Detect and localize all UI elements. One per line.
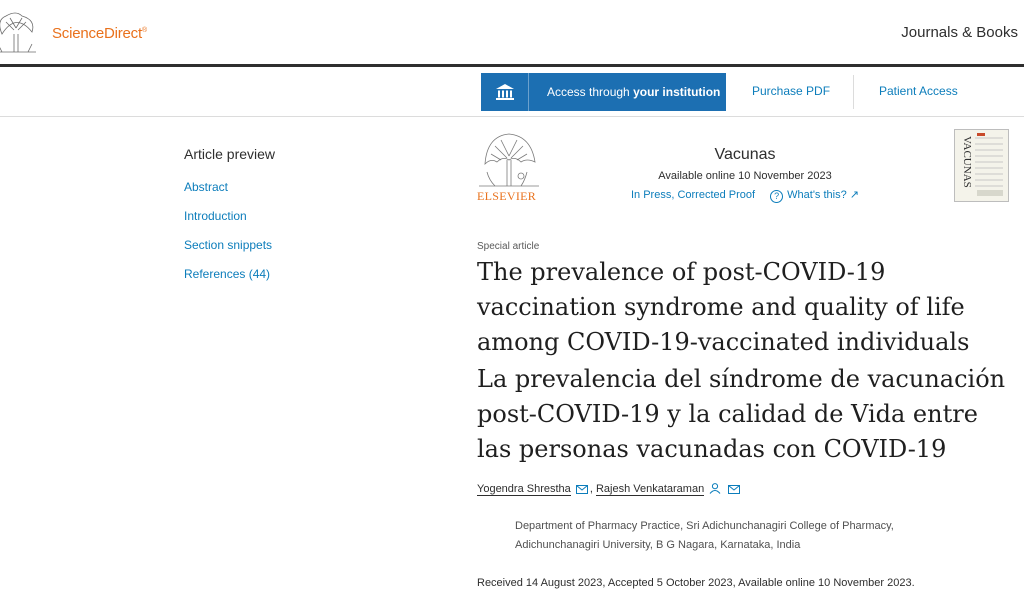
in-press-link[interactable]: In Press, Corrected Proof <box>630 189 756 201</box>
elsevier-wordmark: ELSEVIER <box>477 189 537 203</box>
article-title-spanish: La prevalencia del síndrome de vacunación post-COVID-19 y la calidad de Vida entre las personas vacunadas con COVID-19 <box>477 365 1006 463</box>
journal-available-date: Available online 10 November 2023 <box>658 170 832 182</box>
help-question-icon: ? <box>770 190 783 203</box>
institution-icon <box>481 73 529 111</box>
sciencedirect-wordmark[interactable]: ScienceDirect® <box>52 25 147 42</box>
affiliation-line: Adichunchanagiri University, B G Nagara, Karnataka, India <box>515 539 801 551</box>
access-institution-button[interactable] <box>481 73 726 111</box>
person-icon[interactable] <box>709 483 721 494</box>
elsevier-publisher-logo-icon[interactable] <box>477 128 541 188</box>
author-affiliation <box>515 517 985 555</box>
affiliation-line: Department of Pharmacy Practice, Sri Adichunchanagiri College of Pharmacy, <box>515 520 894 532</box>
journal-cover-thumbnail[interactable] <box>954 129 1009 202</box>
article-type-label: Special article <box>477 241 540 252</box>
article-preview-sidebar <box>184 146 404 296</box>
sidebar-item-introduction[interactable]: Introduction <box>184 209 247 223</box>
access-bar-separator <box>853 75 854 109</box>
whats-this-link[interactable]: What's this? ↗ <box>787 189 860 201</box>
author-link[interactable]: Rajesh Venkataraman <box>595 483 705 495</box>
elsevier-tree-logo-icon[interactable] <box>0 10 40 54</box>
journal-info <box>600 146 890 203</box>
journal-name[interactable]: Vacunas <box>714 146 776 163</box>
sidebar-item-abstract[interactable]: Abstract <box>184 180 229 194</box>
author-link[interactable]: Yogendra Shrestha <box>477 483 571 495</box>
purchase-pdf-link[interactable]: Purchase PDF <box>752 84 831 98</box>
email-icon[interactable] <box>576 485 588 494</box>
article-history-dates: Received 14 August 2023, Accepted 5 October 2023, Available online 10 November 2023. <box>477 577 915 589</box>
author-list <box>477 483 742 495</box>
patient-access-link[interactable]: Patient Access <box>879 84 958 98</box>
sidebar-title: Article preview <box>184 146 276 162</box>
email-icon[interactable] <box>728 485 740 494</box>
access-bar <box>0 67 1024 117</box>
author-separator: , <box>589 483 593 495</box>
sidebar-item-section-snippets[interactable]: Section snippets <box>184 238 273 252</box>
sidebar-item-references[interactable]: References (44) <box>184 267 271 281</box>
journal-status-links <box>600 188 890 203</box>
top-header <box>0 0 1024 64</box>
article-title-english: The prevalence of post-COVID-19 vaccination syndrome and quality of life among COVID-19-vaccinated individuals <box>477 258 970 356</box>
journal-cover-title: VACUNAS <box>961 136 973 188</box>
access-institution-label: Access through your institution <box>547 85 721 99</box>
journals-books-link[interactable]: Journals & Books <box>901 24 1018 41</box>
external-arrow-icon: ↗ <box>849 189 860 201</box>
